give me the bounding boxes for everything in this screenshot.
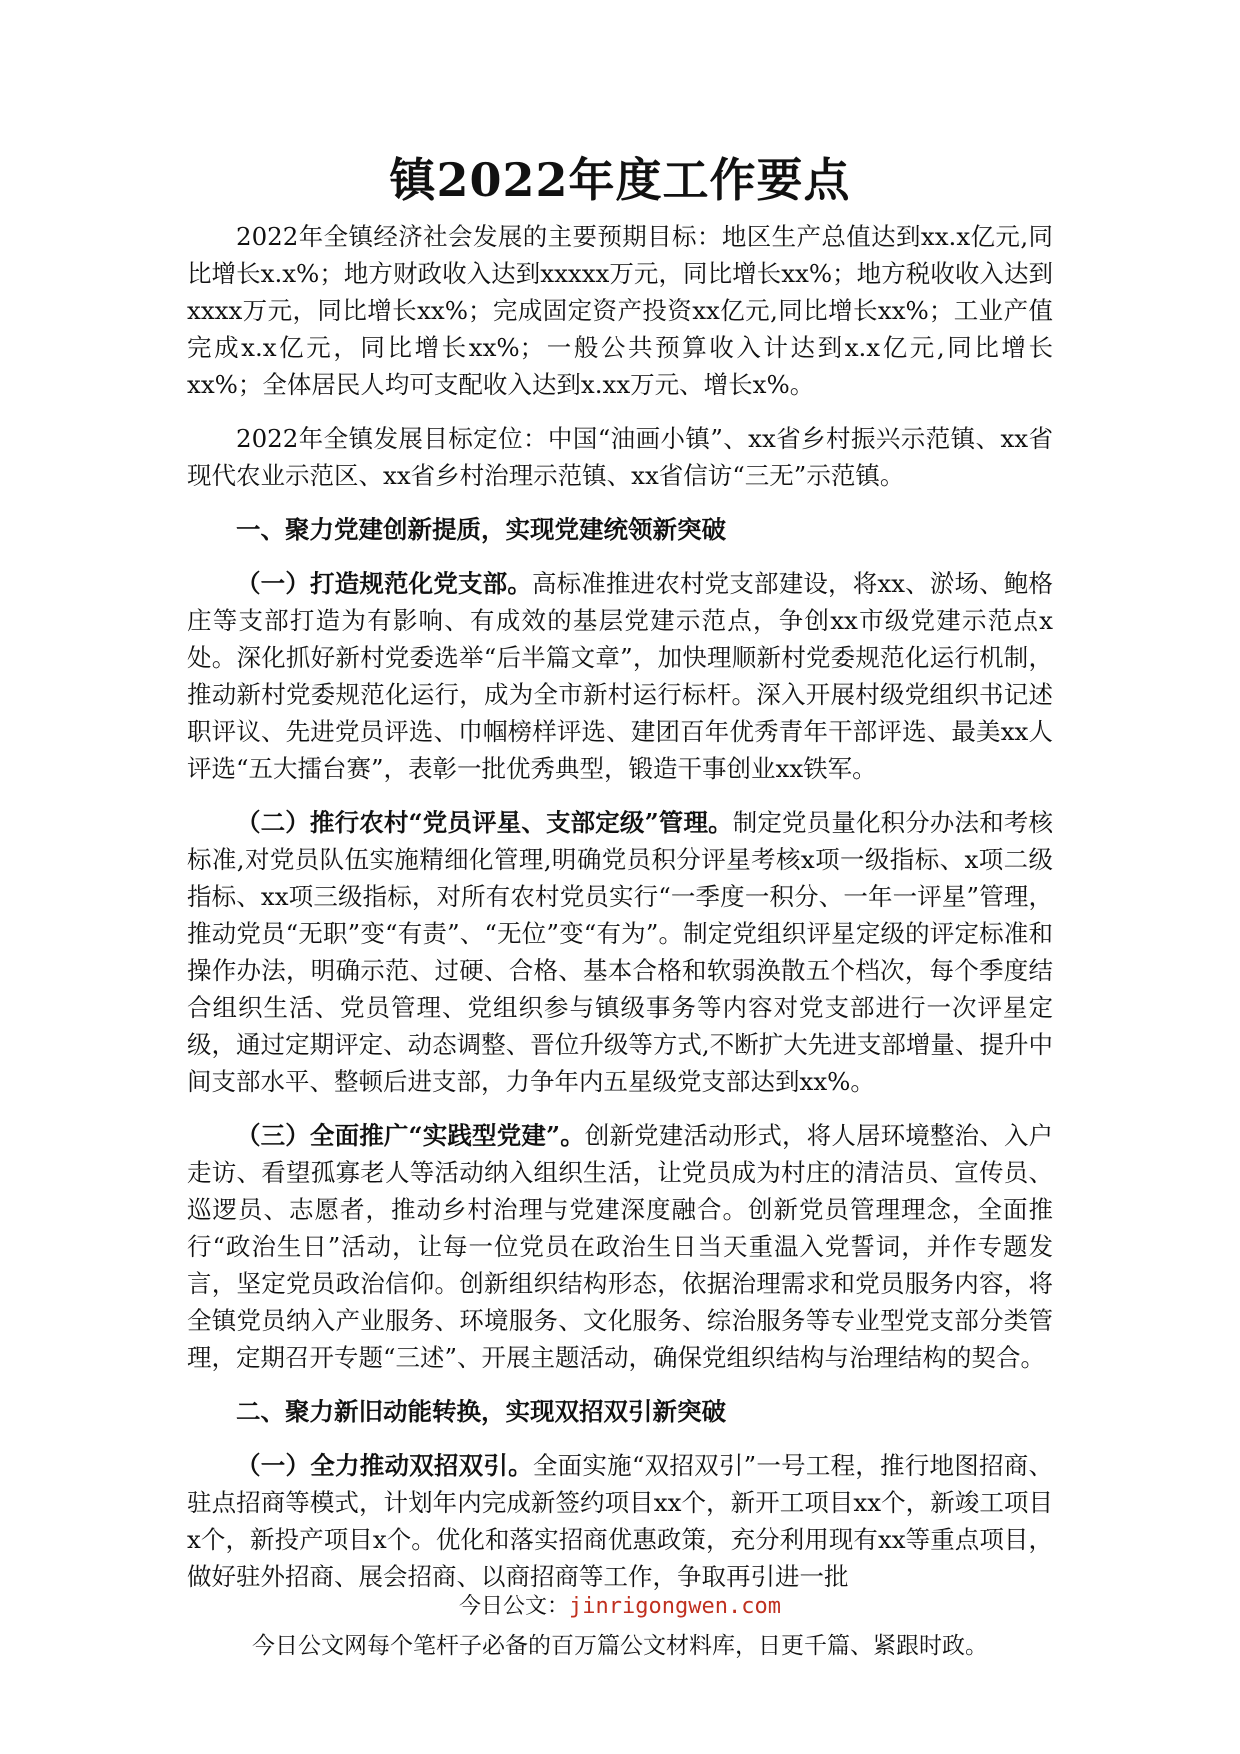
section-2-item-1-lead: （一）全力推动双招双引。	[236, 1451, 533, 1480]
section-1-item-1-lead: （一）打造规范化党支部。	[236, 569, 533, 598]
section-1-item-2-lead: （二）推行农村“党员评星、支部定级”管理。	[236, 808, 733, 837]
section-1-item-3	[187, 1117, 1053, 1376]
footer-site-url[interactable]: jinrigongwen.com	[569, 1594, 781, 1619]
document-page	[187, 150, 1053, 1612]
section-1-heading: 一、聚力党建创新提质，实现党建统领新突破	[236, 515, 726, 544]
section-2-item-1-body: 全面实施“双招双引”一号工程，推行地图招商、驻点招商等模式，计划年内完成新签约项目xx个，新开工项目xx个，新竣工项目x个，新投产项目x个。优化和落实招商优惠政策，充分利用现有xx等重点项目，做好驻外招商、展会招商、以商招商等工作，争取再引进一批	[187, 1451, 1053, 1591]
section-2-heading: 二、聚力新旧动能转换，实现双招双引新突破	[236, 1397, 726, 1426]
footer-site	[0, 1592, 1240, 1622]
section-1-item-2-body: 制定党员量化积分办法和考核标准,对党员队伍实施精细化管理,明确党员积分评星考核x项一级指标、x项二级指标、xx项三级指标，对所有农村党员实行“一季度一积分、一年一评星”管理，推动党员“无职”变“有责”、“无位”变“有为”。制定党组织评星定级的评定标准和操作办法，明确示范、过硬、合格、基本合格和软弱涣散五个档次，每个季度结合组织生活、党员管理、党组织参与镇级事务等内容对党支部进行一次评星定级，通过定期评定、动态调整、晋位升级等方式,不断扩大先进支部增量、提升中间支部水平、整顿后进支部，力争年内五星级党支部达到xx%。	[187, 808, 1053, 1096]
section-1-item-1	[187, 565, 1053, 787]
intro-paragraph-2: 2022年全镇发展目标定位：中国“油画小镇”、xx省乡村振兴示范镇、xx省现代农业示范区、xx省乡村治理示范镇、xx省信访“三无”示范镇。	[187, 424, 1053, 490]
footer-slogan: 今日公文网每个笔杆子必备的百万篇公文材料库，日更千篇、紧跟时政。	[252, 1633, 988, 1659]
section-1-item-3-body: 创新党建活动形式，将人居环境整治、入户走访、看望孤寡老人等活动纳入组织生活，让党员成为村庄的清洁员、宣传员、巡逻员、志愿者，推动乡村治理与党建深度融合。创新党员管理理念，全面推行“政治生日”活动，让每一位党员在政治生日当天重温入党誓词，并作专题发言，坚定党员政治信仰。创新组织结构形态，依据治理需求和党员服务内容，将全镇党员纳入产业服务、环境服务、文化服务、综治服务等专业型党支部分类管理，定期召开专题“三述”、开展主题活动，确保党组织结构与治理结构的契合。	[187, 1121, 1053, 1372]
section-2-item-1	[187, 1447, 1053, 1595]
document-title: 镇2022年度工作要点	[389, 153, 851, 207]
section-1-item-2	[187, 804, 1053, 1100]
section-1-item-1-body: 高标准推进农村党支部建设，将xx、淤场、鲍格庄等支部打造为有影响、有成效的基层党建示范点，争创xx市级党建示范点x处。深化抓好新村党委选举“后半篇文章”，加快理顺新村党委规范化运行机制，推动新村党委规范化运行，成为全市新村运行标杆。深入开展村级党组织书记述职评议、先进党员评选、巾帼榜样评选、建团百年优秀青年干部评选、最美xx人评选“五大擂台赛”，表彰一批优秀典型，锻造干事创业xx铁军。	[187, 569, 1053, 783]
intro-paragraph-1: 2022年全镇经济社会发展的主要预期目标：地区生产总值达到xx.x亿元,同比增长x.x%；地方财政收入达到xxxxx万元，同比增长xx%；地方税收收入达到xxxx万元，同比增长xx%；完成固定资产投资xx亿元,同比增长xx%；工业产值完成x.x亿元，同比增长xx%；一般公共预算收入计达到x.x亿元,同比增长xx%；全体居民人均可支配收入达到x.xx万元、增长x%。	[187, 222, 1053, 399]
section-1-item-3-lead: （三）全面推广“实践型党建”。	[236, 1121, 585, 1150]
footer-site-label: 今日公文：	[459, 1594, 570, 1619]
